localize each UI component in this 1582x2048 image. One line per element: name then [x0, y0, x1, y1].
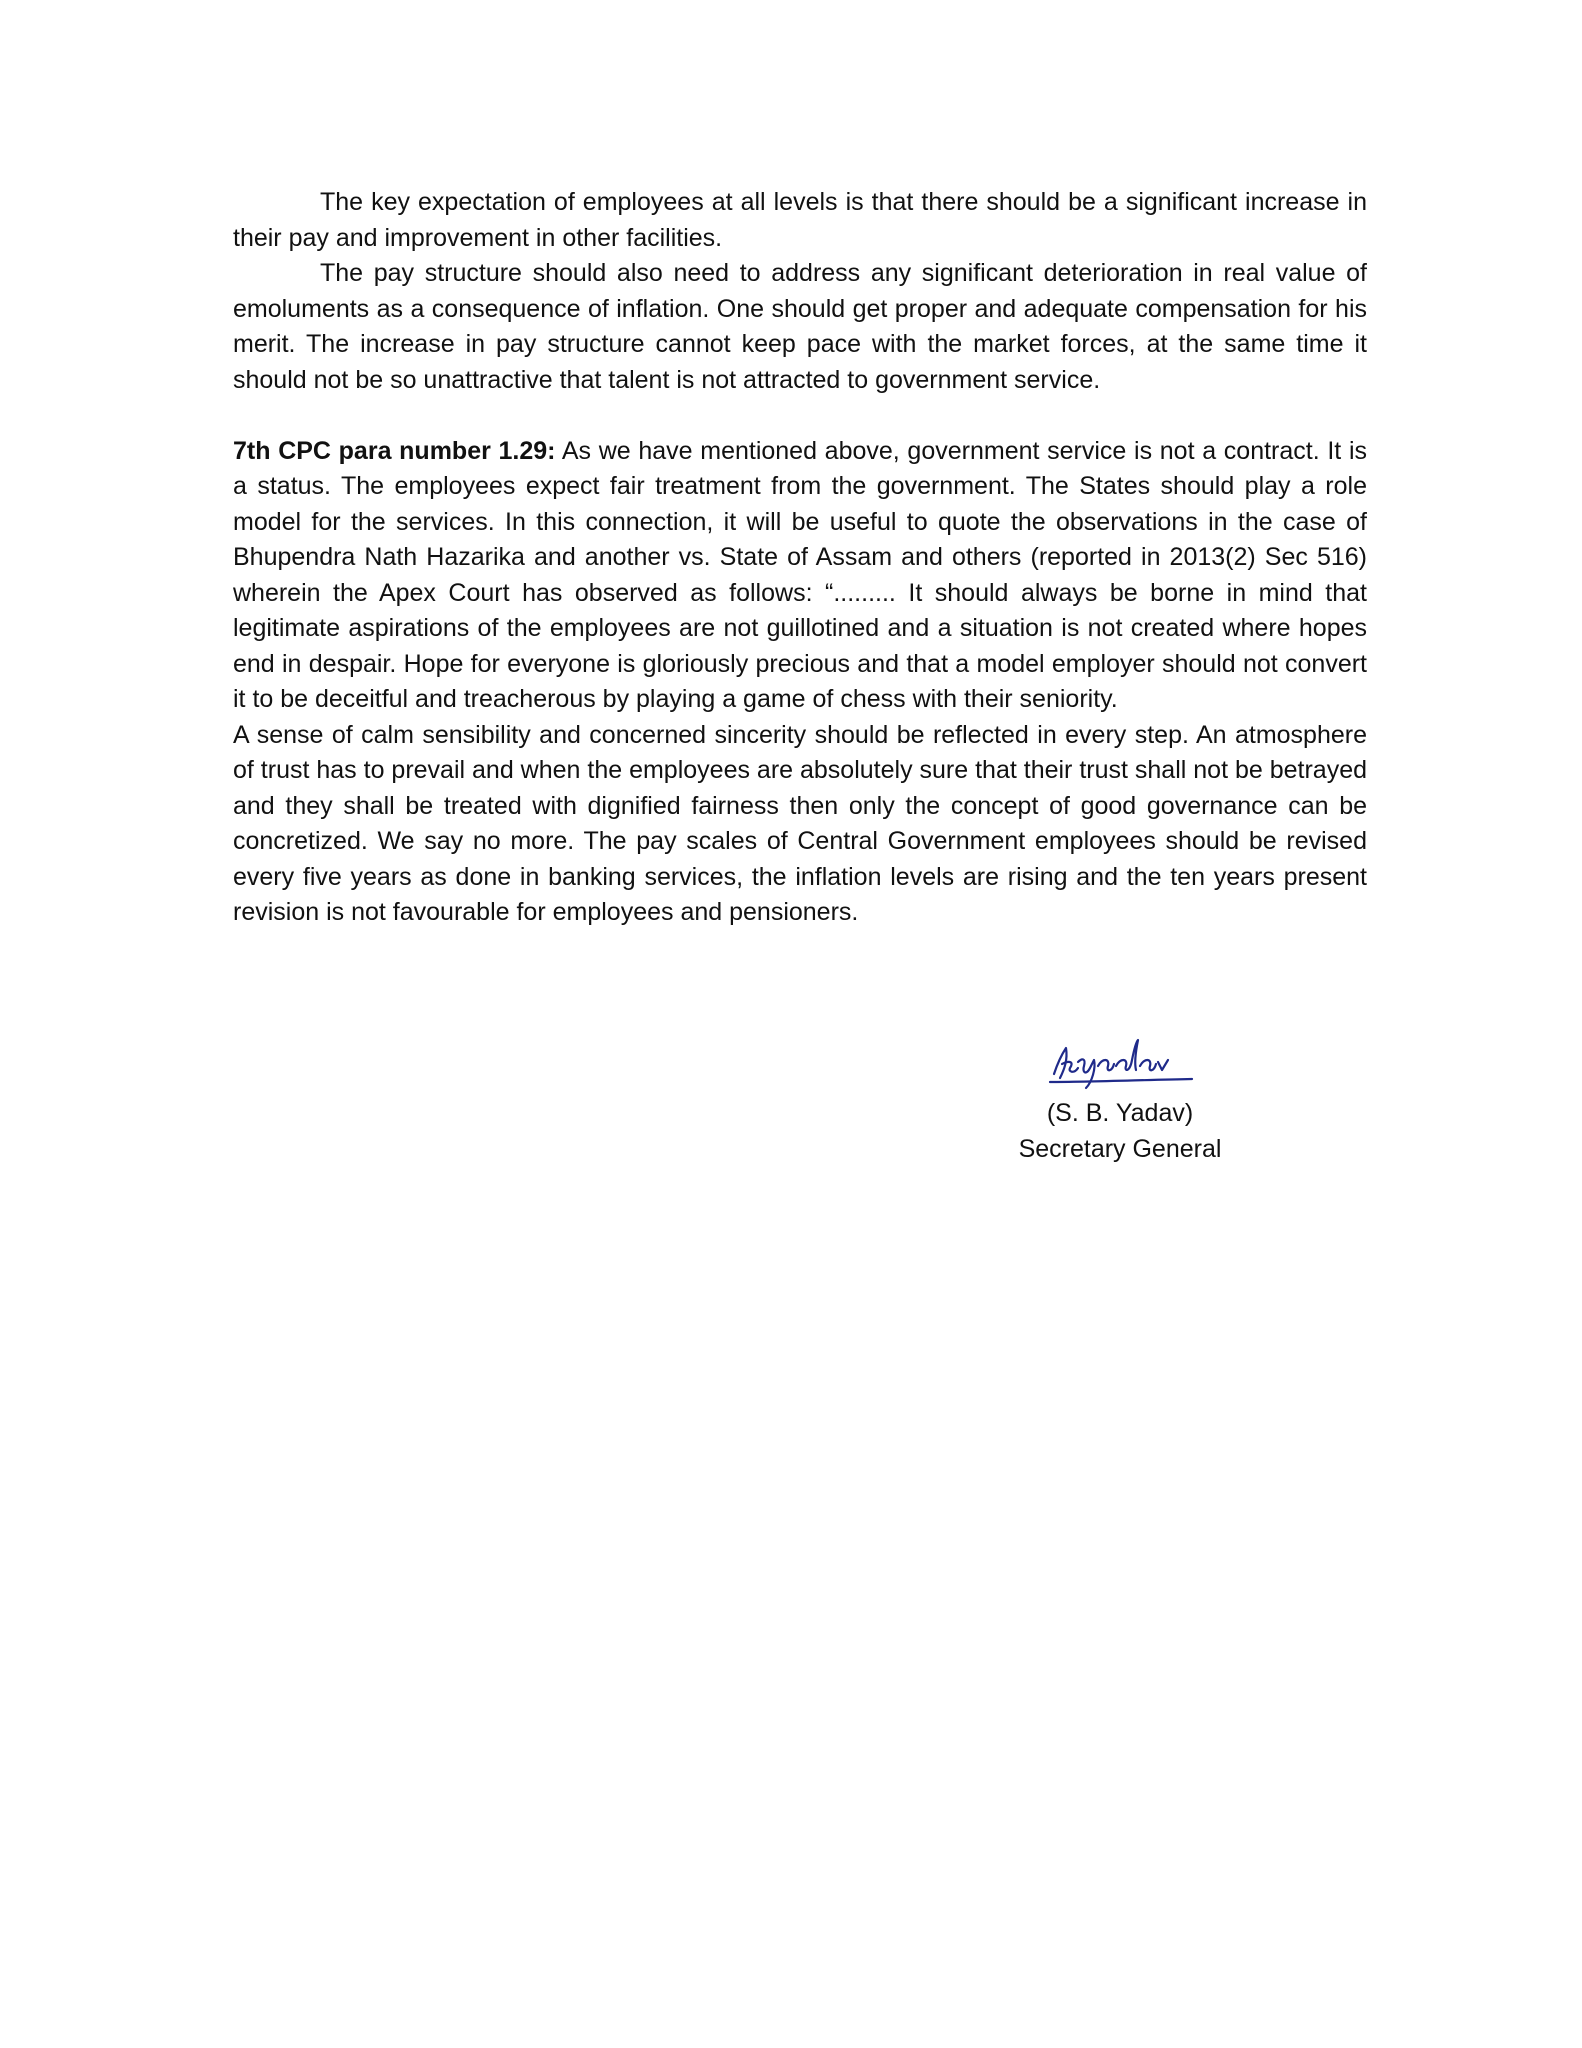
- handwritten-signature: [1040, 1032, 1200, 1094]
- signatory-title: Secretary General: [1018, 1134, 1222, 1163]
- paragraph-pay-structure: The pay structure should also need to address any significant deterioration in real value of emoluments as a consequence of inflation. One should get proper and adequate compensation for his merit. The increase in pay structure cannot keep pace with the market forces, at the same time it should not be so unattractive that talent is not attracted to government service.: [233, 259, 1367, 394]
- document-body: [233, 185, 1367, 931]
- paragraph-cpc-para: [233, 434, 1367, 718]
- paragraph-spacer: [233, 398, 1367, 434]
- paragraph-trust: A sense of calm sensibility and concerned sincerity should be reflected in every step. An atmosphere of trust has to prevail and when the employees are absolutely sure that their trust shall not be betrayed and they shall be treated with dignified fairness then only the concept of good governance can be concretized. We say no more. The pay scales of Central Government employees should be revised every five years as done in banking services, the inflation levels are rising and the ten years present revision is not favourable for employees and pensioners.: [233, 720, 1367, 926]
- cpc-para-heading: 7th CPC para number 1.29:: [233, 436, 556, 465]
- paragraph-pay-expectation: The key expectation of employees at all levels is that there should be a significant increase in their pay and improvement in other facilities.: [233, 188, 1367, 252]
- signature-block: [960, 1032, 1280, 1167]
- cpc-para-body: As we have mentioned above, government service is not a contract. It is a status. The employees expect fair treatment from the government. The States should play a role model for the services. In this connection, it will be useful to quote the observations in the case of Bhupendra Nath Hazarika and another vs. State of Assam and others (reported in 2013(2) Sec 516) wherein the Apex Court has observed as follows: “......... It should always be borne in mind that legitimate aspirations of the employees are not guillotined and a situation is not created where hopes end in despair. Hope for everyone is gloriously precious and that a model employer should not convert it to be deceitful and treacherous by playing a game of chess with their seniority.: [233, 436, 1368, 713]
- signatory-name: (S. B. Yadav): [1046, 1099, 1194, 1127]
